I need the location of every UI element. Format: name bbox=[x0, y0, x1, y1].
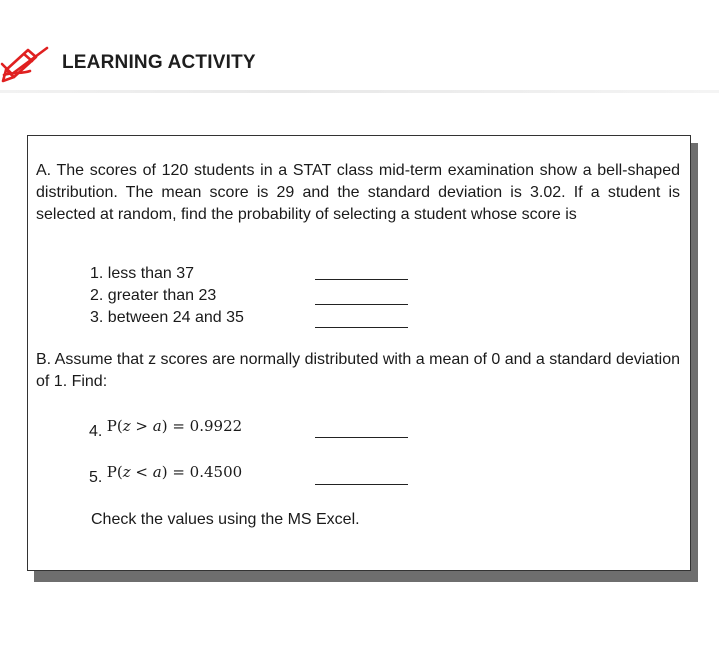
excel-check-note: Check the values using the MS Excel. bbox=[91, 511, 360, 528]
answer-blank-2[interactable] bbox=[315, 304, 408, 305]
list-item: 3. between 24 and 35 bbox=[90, 309, 244, 326]
answer-blank-3[interactable] bbox=[315, 327, 408, 328]
list-item: 2. greater than 23 bbox=[90, 287, 217, 304]
activity-card bbox=[27, 135, 691, 571]
probability-expression: P(z > a) = 0.9922 bbox=[106, 417, 243, 435]
activity-title: LEARNING ACTIVITY bbox=[62, 52, 256, 73]
answer-blank-5[interactable] bbox=[315, 484, 408, 485]
header-rule bbox=[0, 90, 719, 93]
answer-blank-4[interactable] bbox=[315, 437, 408, 438]
list-item: 1. less than 37 bbox=[90, 265, 195, 282]
section-b-prompt: B. Assume that z scores are normally distributed with a mean of 0 and a standard deviation of 1. Find: bbox=[36, 351, 680, 390]
probability-expression: P(z < a) = 0.4500 bbox=[106, 463, 243, 481]
math-item-5 bbox=[89, 461, 242, 484]
section-a-items bbox=[90, 263, 244, 329]
pencil-check-icon bbox=[0, 44, 52, 84]
section-a-prompt: A. The scores of 120 students in a STAT class mid-term examination show a bell-shaped distribution. The mean score is 29 and the standard deviation is 3.02. If a student is selected at random, find the probability of selecting a student whose score is bbox=[36, 162, 680, 223]
item-number: 4. bbox=[89, 423, 103, 440]
math-item-4 bbox=[89, 415, 242, 438]
answer-blank-1[interactable] bbox=[315, 279, 408, 280]
item-number: 5. bbox=[89, 469, 103, 486]
activity-header bbox=[0, 38, 719, 98]
